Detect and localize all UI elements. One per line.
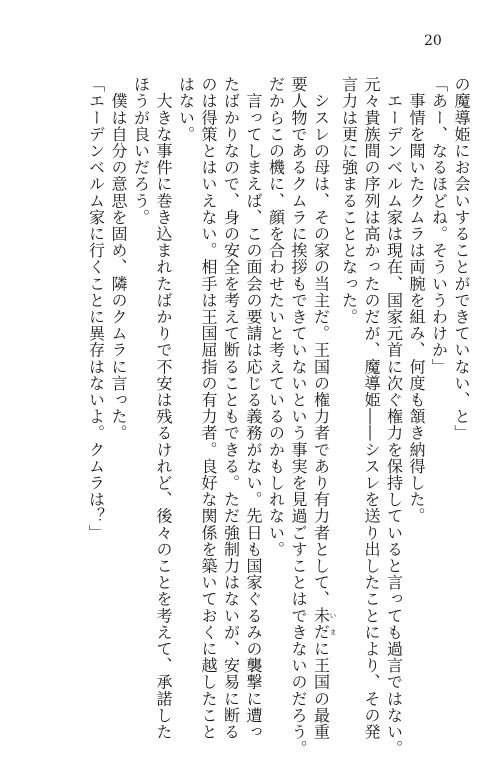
text-column: 事情を聞いたクムラは両腕を組み、何度も頷き納得した。 <box>407 76 426 525</box>
text-column-with-ruby <box>309 76 337 741</box>
ruby-base: 未だ <box>311 607 331 641</box>
text-column: 「エーデンベルム家に行くことに異存はないよ。クムラは？」 <box>86 76 106 541</box>
text-column: ほうが良いだろう。 <box>131 76 151 226</box>
ruby-reading: いま <box>329 607 337 641</box>
text-column: の魔導姫にお会いすることができていない、と」 <box>452 76 471 442</box>
ruby-annotation <box>311 607 337 641</box>
text-column-part: シスレの母は、その家の当主だ。王国の権力者であり有力者として、 <box>311 76 331 608</box>
text-column: 元々貴族間の序列は高かったのだが、魔導姫――シスレを送り出したことにより、その発 <box>362 76 381 740</box>
text-column: はない。 <box>176 76 196 143</box>
text-column: 言力は更に強まることとなった。 <box>339 76 359 325</box>
text-column: のは得策とはいえない。相手は王国屈指の有力者。良好な関係を築いておくに越したこと <box>199 76 218 740</box>
text-column-part: に王国の最重 <box>311 640 331 741</box>
text-column: 言ってしまえば、この面会の要請は応じる義務がない。先日も国家ぐるみの襲撃に遭っ <box>244 76 263 740</box>
novel-text-body <box>58 76 472 757</box>
text-column: だからこの機に、顔を合わせたいと考えているのかもしれない。 <box>266 76 286 558</box>
text-column: 僕は自分の意思を固め、隣のクムラに言った。 <box>109 76 128 442</box>
text-column: 「あー、なるほどね。そういうわけか」 <box>429 76 449 375</box>
text-column: エーデンベルム家は現在、国家元首に次ぐ権力を保持していると言っても過言ではない。 <box>384 76 404 757</box>
text-column: 要人物であるクムラに挨拶もできていないという事実を見過ごすことはできないのだろう。 <box>289 76 308 757</box>
page-number: 20 <box>424 33 442 49</box>
text-column: たばかりなので、身の安全を考えて断ることもできる。ただ強制力はないが、安易に断る <box>221 76 241 740</box>
text-column: 大きな事件に巻き込まれたばかりで不安は残るけれど、後々のことを考えて、承諾した <box>154 76 173 740</box>
